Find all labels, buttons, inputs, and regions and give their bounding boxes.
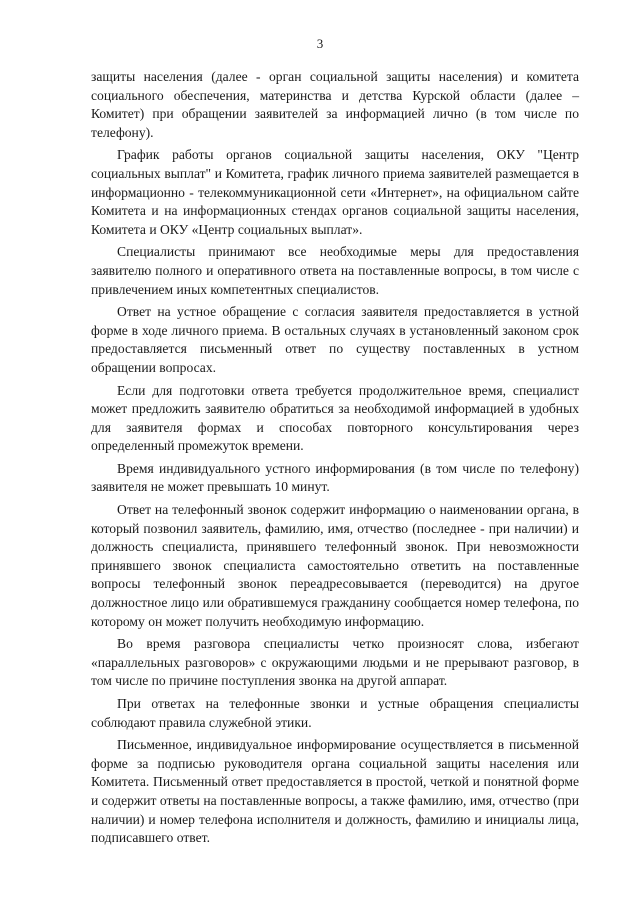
document-body (91, 68, 579, 852)
paragraph-continuation: защиты населения (далее - орган социальной защиты населения) и комитета социального обеспечения, материнства и детства Курской области (далее – Комитет) при обращении заявителей за информацией лично (в том числе по телефону). (91, 69, 579, 140)
page-number: 3 (316, 36, 324, 51)
paragraph-time-limit: Время индивидуального устного информирования (в том числе по телефону) заявителя не может превышать 10 минут. (91, 460, 579, 495)
paragraph-specialists-measures: Специалисты принимают все необходимые меры для предоставления заявителю полного и оперативного ответа на поставленные вопросы, в том числе с привлечением иных компетентных специалистов. (91, 244, 579, 297)
paragraph-oral-answer: Ответ на устное обращение с согласия заявителя предоставляется в устной форме в ходе личного приема. В остальных случаях в установленный законом срок предоставляется письменный ответ по существу поставленных в устном обращении вопросах. (91, 304, 579, 375)
paragraph-ethics: При ответах на телефонные звонки и устные обращения специалисты соблюдают правила служебной этики. (91, 696, 579, 730)
paragraph-conversation: Во время разговора специалисты четко произносят слова, избегают «параллельных разговоров» с окружающими людьми и не прерывают разговор, в том числе по причине поступления звонка на другой аппарат. (91, 636, 579, 689)
paragraph-long-preparation: Если для подготовки ответа требуется продолжительное время, специалист может предложить заявителю обратиться за необходимой информацией в удобных для заявителя формах и способах повторного консультирования через определенный промежуток времени. (91, 382, 579, 454)
paragraph-schedule: График работы органов социальной защиты населения, ОКУ "Центр социальных выплат" и Комитета, график личного приема заявителей размещается в информационно - телекоммуникационной сети «Интернет», на официальном сайте Комитета и на информационных стендах органов социальной защиты населения, Комитета и ОКУ «Центр социальных выплат». (91, 147, 579, 237)
paragraph-written-info: Письменное, индивидуальное информирование осуществляется в письменной форме за подписью руководителя органа социальной защиты населения или Комитета. Письменный ответ предоставляется в простой, четкой и понятной форме и содержит ответы на поставленные вопросы, а также фамилию, имя, отчество (при наличии) и номер телефона исполнителя и должность, фамилию и инициалы лица, подписавшего ответ. (91, 737, 579, 846)
paragraph-phone-answer: Ответ на телефонный звонок содержит информацию о наименовании органа, в который позвонил заявитель, фамилию, имя, отчество (последнее - при наличии) и должность специалиста, принявшего телефонный звонок. При невозможности принявшего звонок специалиста самостоятельно ответить на поставленные вопросы телефонный звонок переадресовывается (переводится) на другое должностное лицо или обратившемуся гражданину сообщается номер телефона, по которому он может получить необходимую информацию. (91, 502, 579, 629)
